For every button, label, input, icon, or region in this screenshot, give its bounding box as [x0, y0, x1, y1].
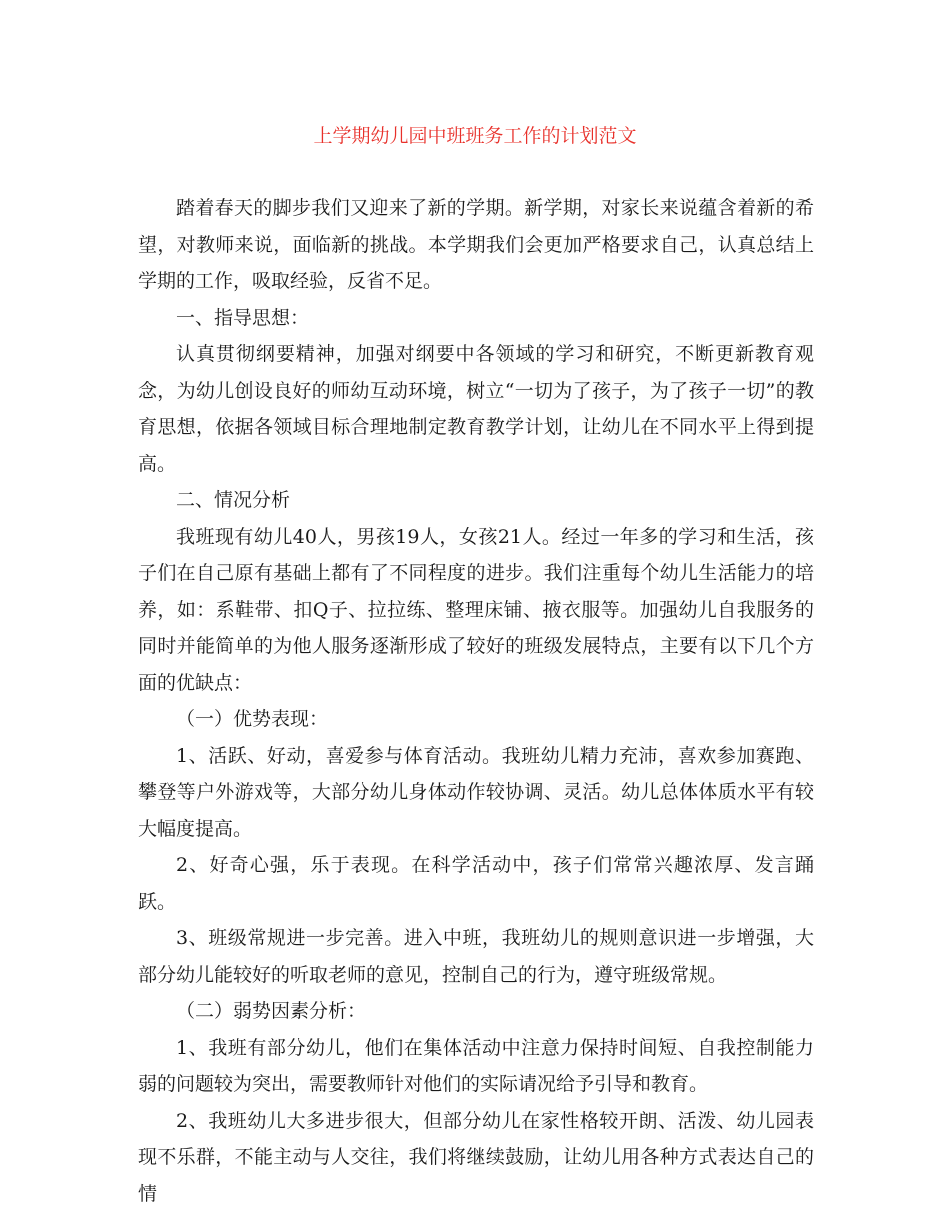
heading-strengths: （一）优势表现：	[176, 708, 329, 730]
document-title: 上学期幼儿园中班班务工作的计划范文	[313, 125, 637, 147]
paragraph-situation-analysis: 我班现有幼儿40人，男孩19人，女孩21人。经过一年多的学习和生活，孩子们在自己原有基础上都有了不同程度的进步。我们注重每个幼儿生活能力的培养，如：系鞋带、扣Q子、拉拉练、整理床铺、掖衣服等。加强幼儿自我服务的同时并能简单的为他人服务逐渐形成了较好的班级发展特点，主要有以下几个方面的优缺点：	[138, 525, 814, 694]
heading-weaknesses: （二）弱势因素分析：	[176, 1000, 367, 1022]
paragraph-intro: 踏着春天的脚步我们又迎来了新的学期。新学期，对家长来说蕴含着新的希望，对教师来说，面临新的挑战。本学期我们会更加严格要求自己，认真总结上学期的工作，吸取经验，反省不足。	[138, 197, 814, 292]
paragraph-strength-2: 2、好奇心强，乐于表现。在科学活动中，孩子们常常兴趣浓厚、发言踊跃。	[138, 854, 814, 913]
heading-guiding-thought: 一、指导思想：	[176, 306, 310, 329]
paragraph-weakness-2: 2、我班幼儿大多进步很大，但部分幼儿在家性格较开朗、活泼、幼儿园表现不乐群，不能主动与人交往，我们将继续鼓励，让幼儿用各种方式表达自己的情	[138, 1109, 814, 1205]
paragraph-weakness-1: 1、我班有部分幼儿，他们在集体活动中注意力保持时间短、自我控制能力弱的问题较为突出，需要教师针对他们的实际请况给予引导和教育。	[138, 1036, 814, 1095]
paragraph-strength-1: 1、活跃、好动，喜爱参与体育活动。我班幼儿精力充沛，喜欢参加赛跑、攀登等户外游戏等，大部分幼儿身体动作较协调、灵活。幼儿总体体质水平有较大幅度提高。	[138, 744, 814, 840]
paragraph-strength-3: 3、班级常规进一步完善。进入中班，我班幼儿的规则意识进一步增强，大部分幼儿能较好的听取老师的意见，控制自己的行为，遵守班级常规。	[138, 927, 814, 986]
document-body	[138, 190, 814, 1212]
heading-situation-analysis: 二、情况分析	[176, 489, 291, 511]
paragraph-guiding-thought: 认真贯彻纲要精神，加强对纲要中各领域的学习和研究，不断更新教育观念，为幼儿创设良好的师幼互动环境，树立“一切为了孩子，为了孩子一切”的教育思想，依据各领域目标合理地制定教育教学计划，让幼儿在不同水平上得到提高。	[138, 343, 814, 475]
